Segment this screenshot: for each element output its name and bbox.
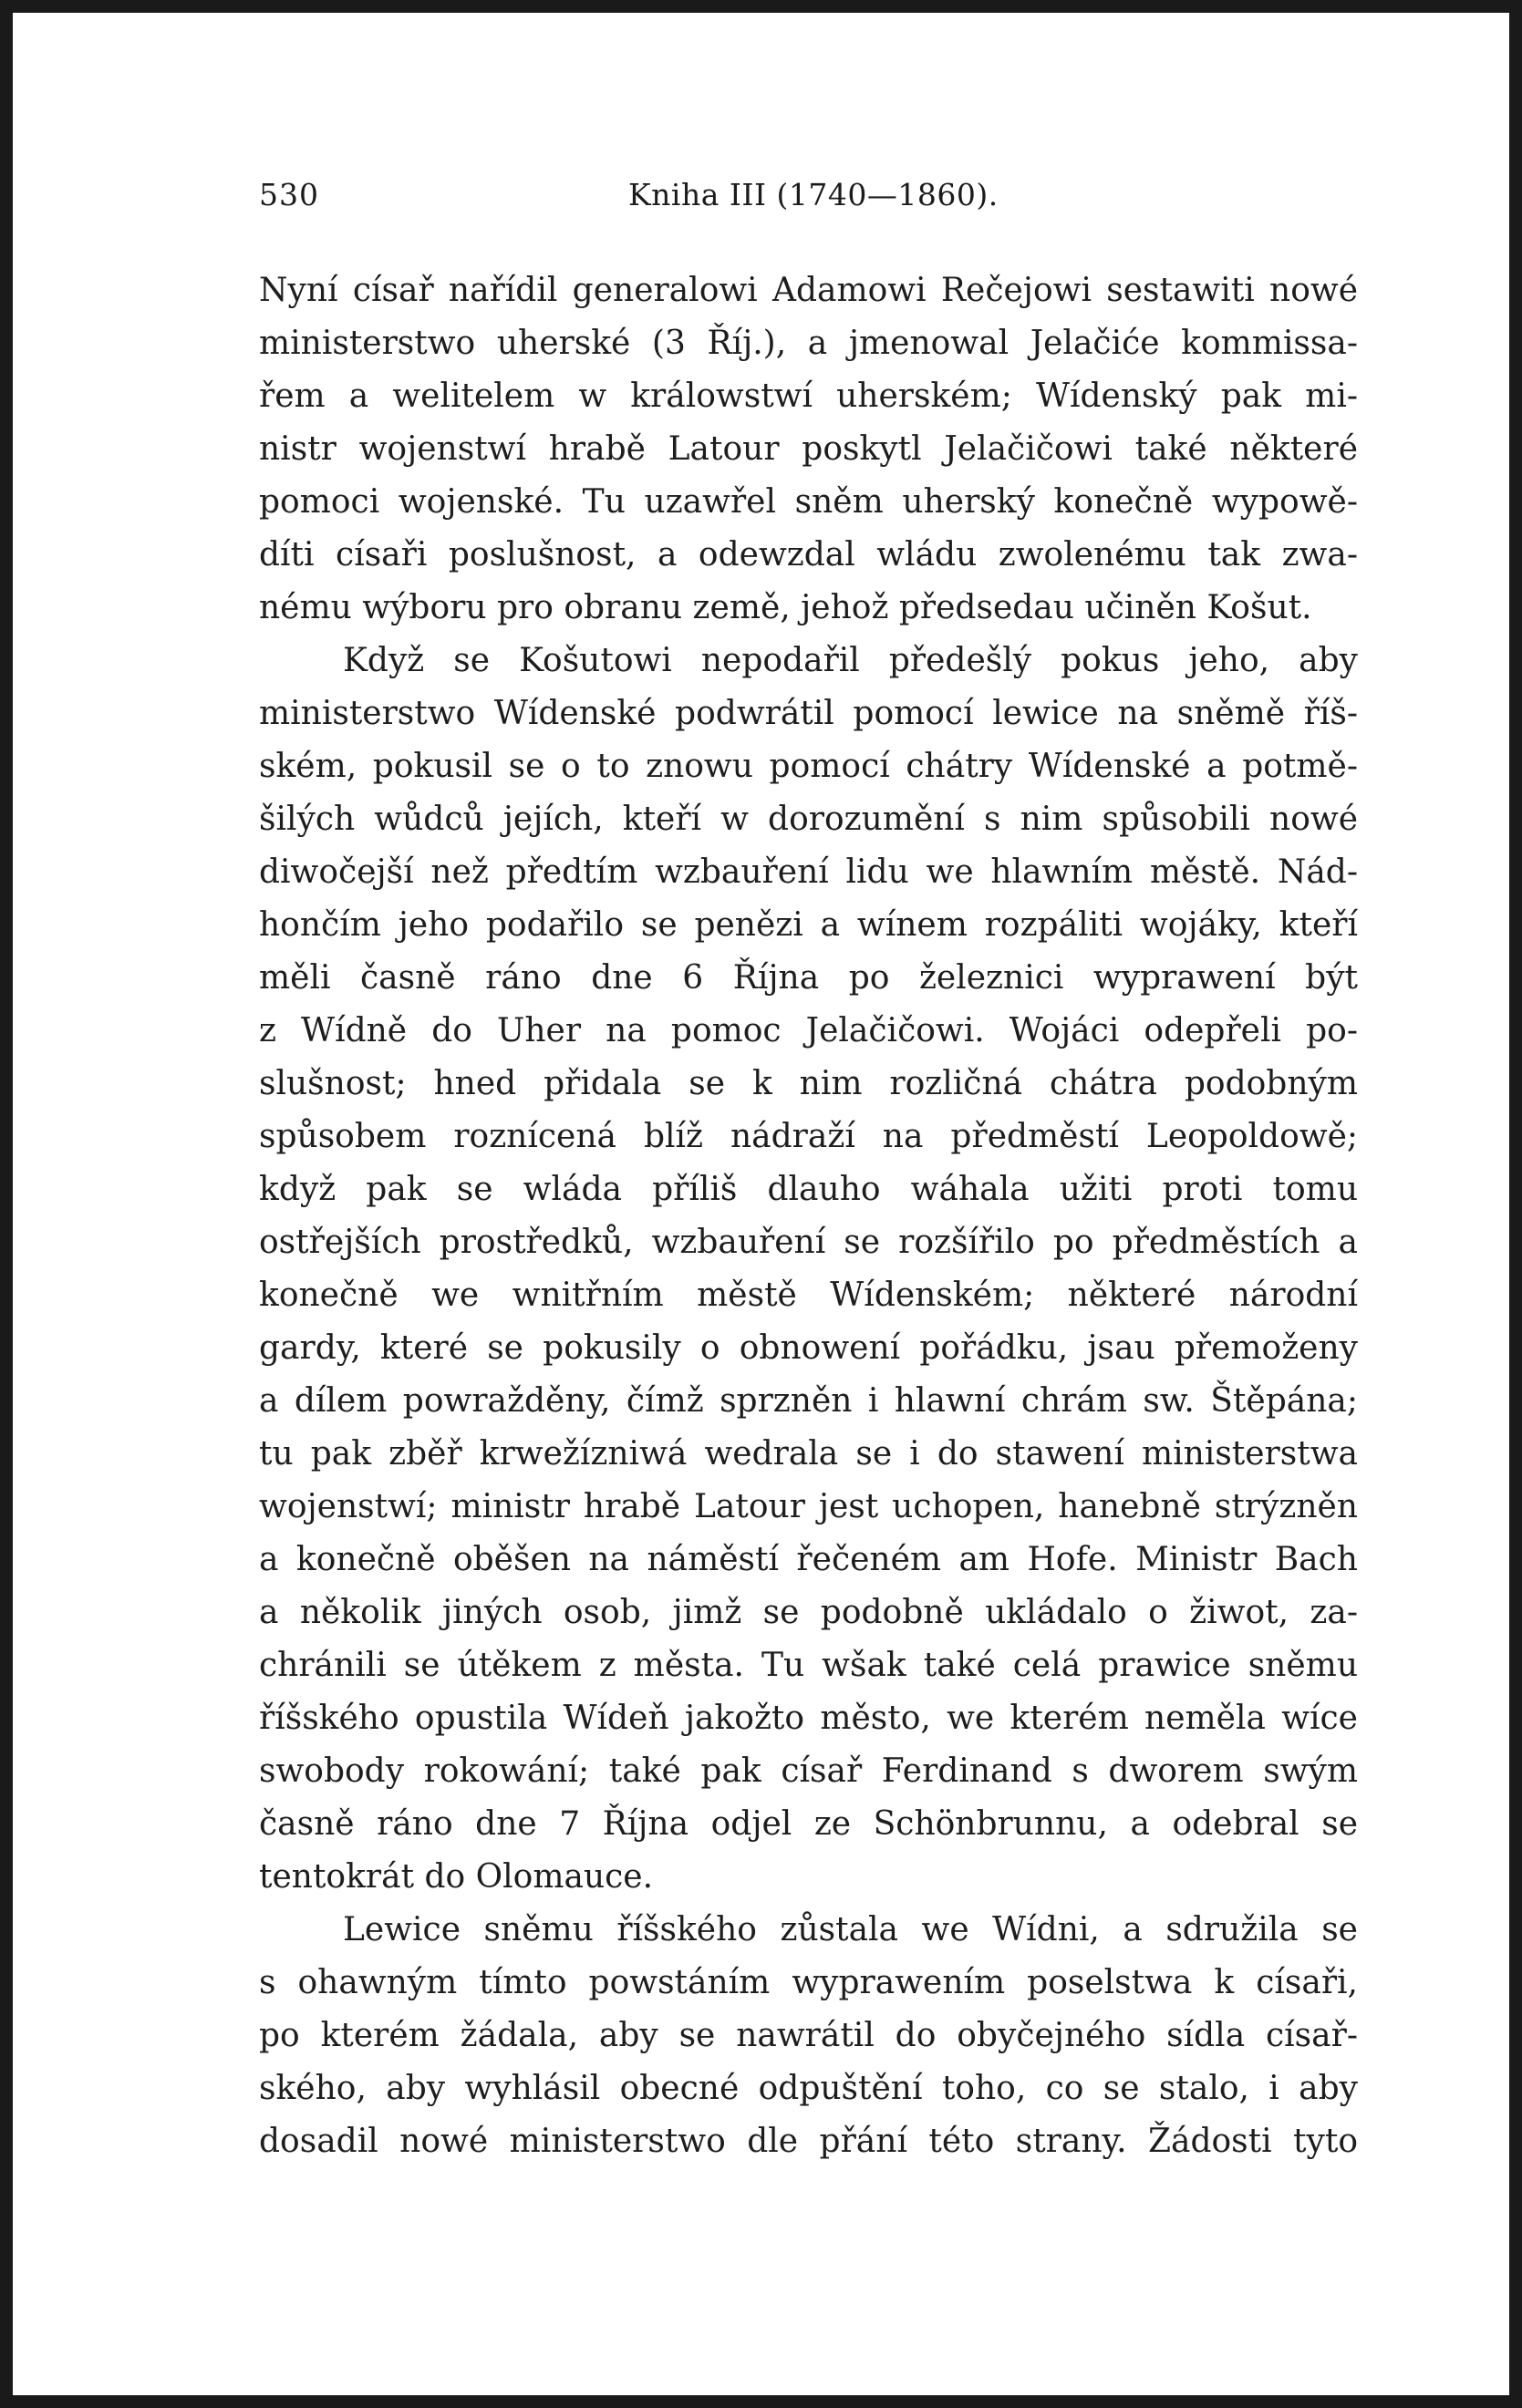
text-line: s ohawným tímto powstáním wyprawením poselstwa k císaři,	[259, 1964, 1358, 2001]
text-line: časně ráno dne 7 Října odjel ze Schönbrunnu, a odebral se	[259, 1805, 1358, 1843]
text-line: diwočejší než předtím wzbauření lidu we hlawním městě. Nád-	[259, 853, 1358, 891]
text-line: chránili se útěkem z města. Tu wšak také celá prawice sněmu	[259, 1647, 1358, 1684]
text-line: díti císaři poslušnost, a odewzdal wládu zwolenému tak zwa-	[259, 536, 1358, 574]
text-line: šilých wůdců jejích, kteří w dorozumění s nim spůsobili nowé	[259, 801, 1358, 838]
body-text	[259, 264, 1358, 2168]
text-line: z Wídně do Uher na pomoc Jelačičowi. Wojáci odepřeli po-	[259, 1012, 1358, 1049]
text-line: ském, pokusil se o to znowu pomocí chátry Wídenské a potmě-	[259, 748, 1358, 785]
text-line: Když se Košutowi nepodařil předešlý pokus jeho, aby	[343, 642, 1358, 679]
text-line: spůsobem roznícená blíž nádraží na předměstí Leopoldowě;	[259, 1118, 1358, 1155]
text-line: ostřejších prostředků, wzbauření se rozšířilo po předměstích a	[259, 1224, 1358, 1261]
text-line: řem a welitelem w králowstwí uherském; Wídenský pak mi-	[259, 377, 1358, 415]
paragraph	[259, 1904, 1358, 2168]
page-number: 530	[259, 177, 319, 212]
text-line: když pak se wláda příliš dlauho wáhala užiti proti tomu	[259, 1171, 1358, 1208]
text-line: konečně we wnitřním městě Wídenském; některé národní	[259, 1276, 1358, 1314]
text-line: měli časně ráno dne 6 Října po železnici wyprawení být	[259, 959, 1358, 997]
text-line: Lewice sněmu říšského zůstala we Wídni, a sdružila se	[343, 1911, 1358, 1948]
text-line: wojenstwí; ministr hrabě Latour jest uchopen, hanebně strýzněn	[259, 1488, 1358, 1525]
text-line: a dílem powražděny, čímž sprzněn i hlawní chrám sw. Štěpána;	[259, 1382, 1358, 1420]
text-line: ského, aby wyhlásil obecné odpuštění toho, co se stalo, i aby	[259, 2070, 1358, 2107]
text-line: hončím jeho podařilo se penězi a wínem rozpáliti wojáky, kteří	[259, 906, 1358, 944]
text-line: tentokrát do Olomauce.	[259, 1858, 654, 1896]
text-line: a konečně oběšen na náměstí řečeném am Hofe. Ministr Bach	[259, 1541, 1358, 1578]
text-line: pomoci wojenské. Tu uzawřel sněm uherský konečně wypowě-	[259, 483, 1358, 521]
text-line: slušnost; hned přidala se k nim rozličná chátra podobným	[259, 1065, 1358, 1102]
text-line: nistr wojenstwí hrabě Latour poskytl Jelačičowi také některé	[259, 430, 1358, 468]
text-line: tu pak zběř krwežízniwá wedrala se i do stawení ministerstwa	[259, 1435, 1358, 1473]
running-head	[259, 177, 1362, 235]
text-line: gardy, které se pokusily o obnowení pořádku, jsau přemoženy	[259, 1329, 1358, 1367]
text-line: po kterém žádala, aby se nawrátil do obyčejného sídla císař-	[259, 2017, 1358, 2054]
text-line: nému wýboru pro obranu země, jehož předsedau učiněn Košut.	[259, 589, 1312, 626]
text-line: dosadil nowé ministerstwo dle přání této strany. Žádosti tyto	[259, 2123, 1358, 2160]
paragraph	[259, 264, 1358, 635]
book-page	[13, 13, 1509, 2395]
paragraph	[259, 635, 1358, 1904]
text-line: swobody rokowání; také pak císař Ferdinand s dworem swým	[259, 1752, 1358, 1790]
text-line: ministerstwo uherské (3 Říj.), a jmenowal Jelačiće kommissa-	[259, 325, 1358, 362]
text-line: ministerstwo Wídenské podwrátil pomocí lewice na sněmě říš-	[259, 695, 1358, 732]
text-line: říšského opustila Wídeň jakožto město, we kterém neměla wíce	[259, 1700, 1358, 1737]
text-line: a několik jiných osob, jimž se podobně ukládalo o žiwot, za-	[259, 1594, 1358, 1631]
book-title: Kniha III (1740—1860).	[628, 177, 999, 212]
text-line: Nyní císař nařídil generalowi Adamowi Rečejowi sestawiti nowé	[259, 272, 1358, 309]
